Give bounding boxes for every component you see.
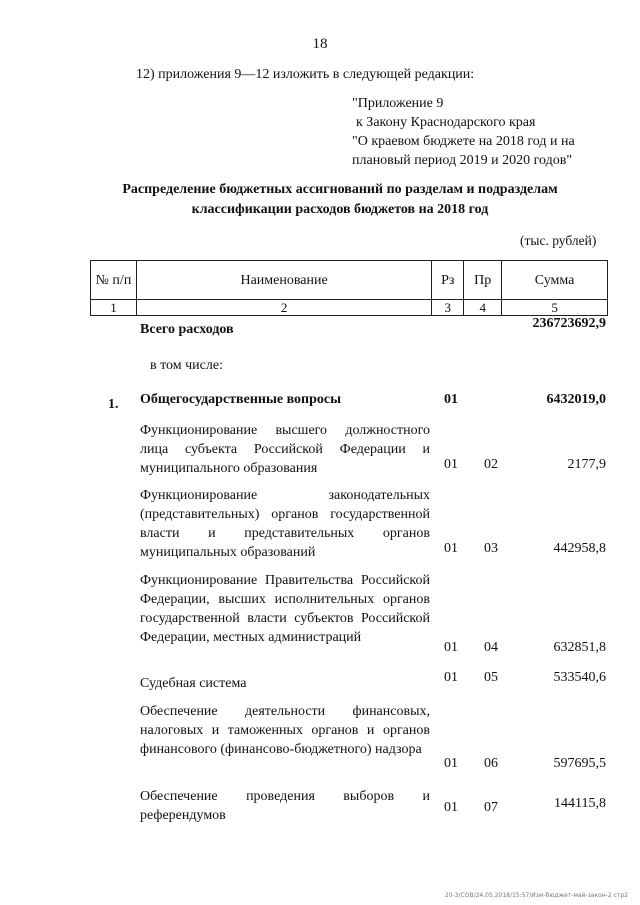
appendix-header <box>352 94 575 170</box>
col-number: 4 <box>464 300 502 316</box>
col-number: 3 <box>432 300 464 316</box>
header-num: № п/п <box>91 261 137 300</box>
total-label: Всего расходов <box>140 322 234 337</box>
header-rz: Рз <box>432 261 464 300</box>
col-number: 1 <box>91 300 137 316</box>
header-name: Наименование <box>136 261 431 300</box>
table-row-pr: 02 <box>484 457 498 472</box>
table-row-pr: 06 <box>484 756 498 771</box>
header-sum: Сумма <box>502 261 608 300</box>
table-row-pr: 05 <box>484 670 498 685</box>
section-number: 1. <box>108 397 119 412</box>
table-row-name: Обеспечение проведения выборов и референдумов <box>140 789 430 823</box>
table-header <box>90 260 608 316</box>
section-name: Общегосударственные вопросы <box>140 392 342 407</box>
table-row-rz: 01 <box>444 457 458 472</box>
appendix-line: "Приложение 9 <box>352 96 444 111</box>
appendix-line: к Закону Краснодарского края <box>356 115 536 130</box>
table-row-sum: 2177,9 <box>567 457 606 472</box>
instruction-text: 12) приложения 9—12 изложить в следующей редакции: <box>136 67 475 82</box>
title-line: Распределение бюджетных ассигнований по разделам и подразделам <box>122 182 558 197</box>
table-row-rz: 01 <box>444 541 458 556</box>
table-row-pr: 04 <box>484 640 498 655</box>
table-row-rz: 01 <box>444 756 458 771</box>
table-row-name: Функционирование законодательных (представительных) органов государственной власти и представительных органов муниципальных образований <box>140 488 430 560</box>
table-row-pr: 07 <box>484 800 498 815</box>
header-pr: Пр <box>464 261 502 300</box>
total-sum: 236723692,9 <box>532 316 606 331</box>
document-title <box>70 180 610 220</box>
table-row-name: Функционирование высшего должностного лица субъекта Российской Федерации и муниципального образования <box>140 423 430 476</box>
section-sum: 6432019,0 <box>546 392 606 407</box>
title-line: классификации расходов бюджетов на 2018 год <box>191 202 489 217</box>
col-number: 5 <box>502 300 608 316</box>
table-row-name: Судебная система <box>140 676 247 691</box>
including-label: в том числе: <box>150 358 223 373</box>
table-row-pr: 03 <box>484 541 498 556</box>
table-row-sum: 632851,8 <box>553 640 606 655</box>
table-row-sum: 144115,8 <box>554 796 606 811</box>
col-number: 2 <box>136 300 431 316</box>
section-rz: 01 <box>444 392 458 407</box>
appendix-line: "О краевом бюджете на 2018 год и на <box>352 134 575 149</box>
page-number: 18 <box>312 36 328 52</box>
footer-code: 20-3/СОВ/24.05.2018/15:57/Изм-бюджет-май-закон-2 стр2 <box>444 892 628 899</box>
appendix-line: плановый период 2019 и 2020 годов" <box>352 153 573 168</box>
table-row-name: Обеспечение деятельности финансовых, налоговых и таможенных органов и органов финансового (финансово-бюджетного) надзора <box>140 704 430 757</box>
table-row-rz: 01 <box>444 800 458 815</box>
units-label: (тыс. рублей) <box>520 233 597 248</box>
table-row-sum: 533540,6 <box>553 670 606 685</box>
table-row-sum: 597695,5 <box>553 756 606 771</box>
table-row-rz: 01 <box>444 670 458 685</box>
table-row-sum: 442958,8 <box>553 541 606 556</box>
table-row-rz: 01 <box>444 640 458 655</box>
table-row-name: Функционирование Правительства Российской Федерации, высших исполнительных органов государственной власти субъектов Российской Федерации, местных администраций <box>140 573 430 645</box>
